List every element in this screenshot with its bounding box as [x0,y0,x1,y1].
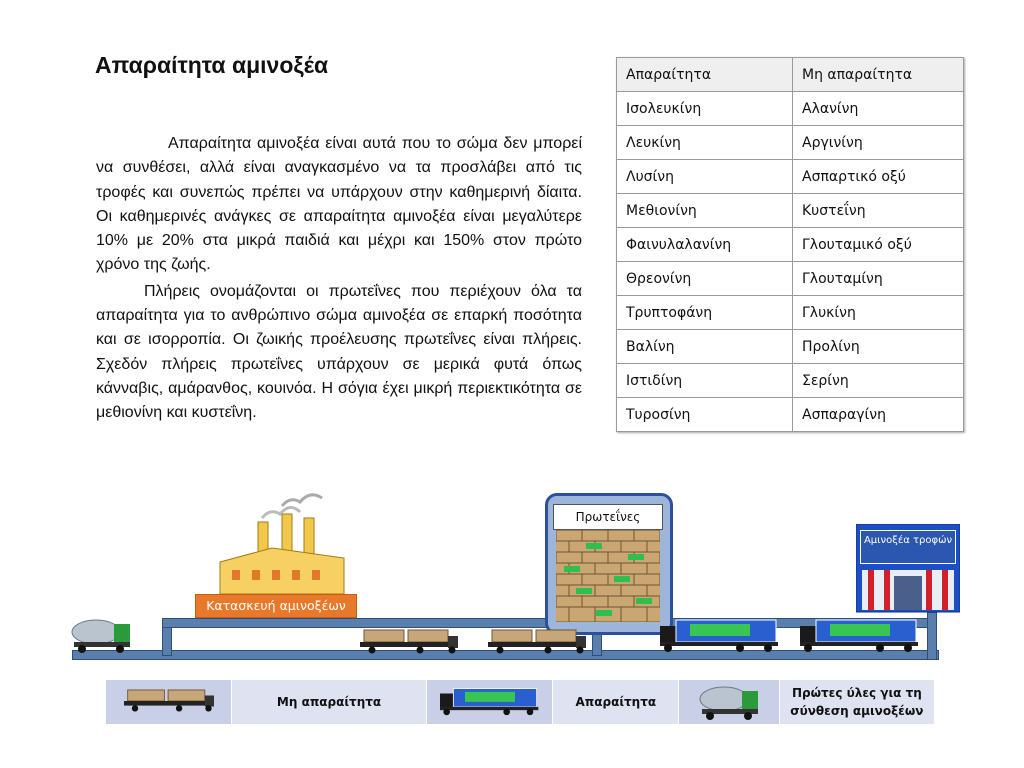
essential-cell: Τρυπτοφάνη [617,296,793,330]
protein-label: Πρωτεΐνες [553,504,663,530]
essential-cell: Φαινυλαλανίνη [617,228,793,262]
legend-row [106,680,935,725]
container-truck-icon [440,685,540,717]
non-essential-cell: Κυστεΐνη [793,194,964,228]
legend-raw-materials: Πρώτες ύλες για τη σύνθεση αμινοξέων [779,680,934,725]
brick-wall-icon [556,530,660,622]
amino-acid-table [616,57,964,432]
table-row [617,364,964,398]
essential-cell: Μεθιονίνη [617,194,793,228]
table-row [617,296,964,330]
container-truck-icon [660,616,780,654]
essential-cell: Ισολευκίνη [617,92,793,126]
non-essential-cell: Αργινίνη [793,126,964,160]
table-row [617,262,964,296]
non-essential-cell: Ασπαρτικό οξύ [793,160,964,194]
legend-mixer-cell [679,680,779,725]
legend-flatbed-cell [106,680,232,725]
body-text [96,132,582,426]
non-essential-cell: Προλίνη [793,330,964,364]
essential-cell: Τυροσίνη [617,398,793,432]
table-row [617,92,964,126]
non-essential-cell: Γλουταμικό οξύ [793,228,964,262]
amino-food-pipe-riser [927,612,937,660]
flatbed-truck-icon [488,628,586,656]
flatbed-truck-icon [124,687,214,715]
paragraph-essential-definition: Απαραίτητα αμινοξέα είναι αυτά που το σώμα δεν μπορεί να συνθέσει, αλλά είναι αναγκασμένο να τα προσλάβει από τις τροφές και συνεπώς πρέπει να υπάρχουν στην καθημερινή δίαιτα. Οι καθημερινές ανάγκες σε απαραίτητα αμινοξέα είναι μεγαλύτερε 10% με 20% στα μικρά παιδιά και μέχρι και 150% στον πρώτο χρόνο της ζωής. [96,135,582,274]
amino-food-label: Αμινοξέα τροφών [860,530,956,564]
table-row [617,126,964,160]
non-essential-cell: Ασπαραγίνη [793,398,964,432]
container-truck-icon [800,616,920,654]
table-row [617,194,964,228]
header-non-essential: Μη απαραίτητα [793,58,964,92]
factory-pipe-top [162,618,598,628]
legend-non-essential: Μη απαραίτητα [232,680,427,725]
essential-cell: Λυσίνη [617,160,793,194]
header-essential: Απαραίτητα [617,58,793,92]
paragraph-complete-proteins: Πλήρεις ονομάζονται οι πρωτεΐνες που περιέχουν όλα τα απαραίτητα για το ανθρώπινο σώμα αμινοξέα σε επαρκή ποσότητα και σε ισορροπία. Οι ζωικής προέλευσης πρωτεΐνες είναι πλήρεις. Σχεδόν πλήρεις πρωτεΐνες υπάρχουν σε μερικά φυτά όπως κάνναβις, αμάρανθος, κουινόα. Η σόγια έχει μικρή περιεκτικότητα σε μεθιονίνη και κυστεΐνη. [96,282,582,422]
non-essential-cell: Αλανίνη [793,92,964,126]
slide-title: Απαραίτητα αμινοξέα [95,52,329,78]
non-essential-cell: Γλουταμίνη [793,262,964,296]
legend-container-cell [426,680,552,725]
mixer-truck-icon [70,614,132,654]
non-essential-cell: Σερίνη [793,364,964,398]
table-row [617,398,964,432]
legend-table [105,679,935,725]
factory-label: Κατασκευή αμινοξέων [195,594,357,618]
table-row [617,330,964,364]
essential-cell: Ιστιδίνη [617,364,793,398]
essential-cell: Θρεονίνη [617,262,793,296]
flatbed-truck-icon [360,628,458,656]
mixer-truck-icon [693,681,765,721]
table-header-row [617,58,964,92]
essential-cell: Λευκίνη [617,126,793,160]
factory-icon [212,488,352,598]
table-row [617,228,964,262]
table-row [617,160,964,194]
non-essential-cell: Γλυκίνη [793,296,964,330]
legend-essential: Απαραίτητα [553,680,679,725]
essential-cell: Βαλίνη [617,330,793,364]
